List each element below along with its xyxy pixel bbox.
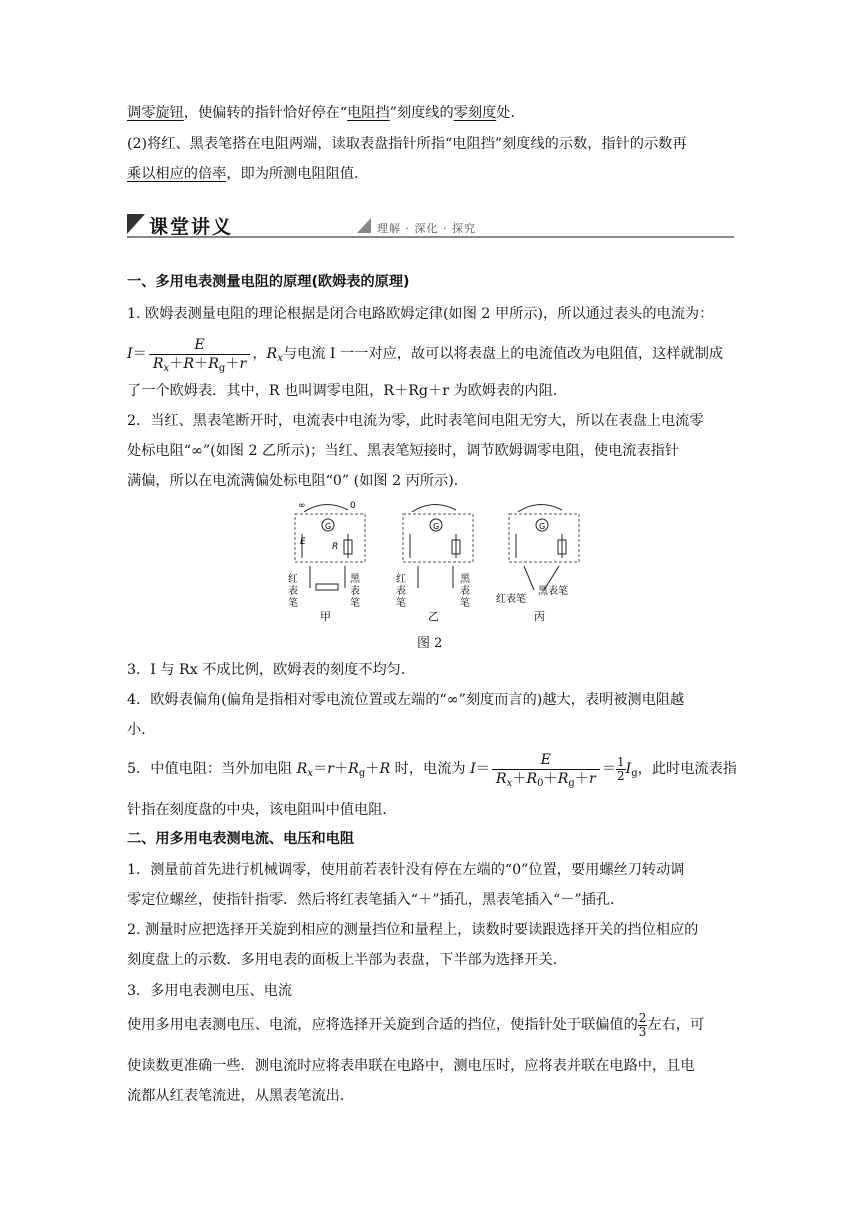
s2-p1-line2: 零定位螺丝，使指针指零．然后将红表笔插入“＋”插孔，黑表笔插入“－”插孔． [127, 892, 625, 908]
banner-triangle-icon [127, 214, 145, 234]
svg-text:笔: 笔 [396, 598, 406, 609]
s1-p5-line2: 针指在刻度盘的中央，该电阻叫中值电阻． [127, 802, 397, 818]
s1-p1-line2: I＝ $\frac{E}{R_x+R+R_g+r}$ ，$R_x$与电流 I 一一对应，故可以将表盘上的电流值改为电阻值，这样就制成 [127, 336, 724, 374]
svg-text:G: G [433, 522, 440, 531]
svg-text:红表笔: 红表笔 [496, 594, 526, 605]
s1-p2-line1: 2．当红、黑表笔断开时，电流表中电流为零，此时表笔间电阻无穷大，所以在表盘上电流零 [127, 413, 704, 429]
circuit-a [288, 501, 365, 623]
s2-p2-line2: 刻度盘上的示数．多用电表的面板上半部为表盘，下半部为选择开关. [127, 952, 558, 968]
s2-p3-line3: 流都从红表笔流进，从黑表笔流出. [127, 1088, 345, 1104]
s2-p2-line1: 2. 测量时应把选择开关旋到相应的测量挡位和量程上，读数时要读跟选择开关的挡位相应的 [127, 922, 699, 938]
svg-text:表: 表 [288, 586, 298, 597]
svg-text:表: 表 [350, 586, 360, 597]
svg-text:甲: 甲 [320, 610, 331, 623]
s1-p2-line2: 处标电阻“∞”(如图 2 乙所示)；当红、黑表笔短接时，调节欧姆调零电阻，使电流表指针 [127, 443, 680, 459]
circuit-b [396, 504, 473, 623]
banner-rule [127, 236, 734, 238]
section2-heading: 二、用多用电表测电流、电压和电阻 [127, 831, 355, 847]
svg-text:0: 0 [350, 501, 356, 511]
s2-p3-line1: 使用多用电表测电压、电流，应将选择开关旋到合适的挡位，使指针处于联偏值的 $\frac{2}{3}$ 左右，可 [127, 1010, 705, 1039]
s1-p1-line1: 1. 欧姆表测量电阻的理论根据是闭合电路欧姆定律(如图 2 甲所示)，所以通过表头的电流为： [127, 306, 714, 322]
svg-text:表: 表 [396, 586, 406, 597]
s1-p1-line3: 了一个欧姆表．其中，R 也叫调零电阻，R＋Rg＋r 为欧姆表的内阻． [127, 383, 567, 399]
svg-text:黑: 黑 [460, 574, 470, 585]
mid-resistance-fraction: $\frac{E}{R_x+R_0+R_g+r}$ [492, 751, 600, 788]
svg-text:黑表笔: 黑表笔 [538, 586, 568, 597]
svg-text:表: 表 [460, 586, 470, 597]
section1-heading: 一、多用电表测量电阻的原理(欧姆表的原理) [127, 274, 410, 290]
svg-text:红: 红 [396, 574, 406, 585]
ohm-formula-fraction: $\frac{E}{R_x+R+R_g+r}$ [149, 336, 251, 373]
svg-text:∞: ∞ [298, 501, 306, 511]
svg-text:笔: 笔 [460, 598, 470, 609]
s2-p3-head: 3．多用电表测电压、电流 [127, 983, 293, 999]
s2-p3-line2: 使读数更准确一些．测电流时应将表串联在电路中，测电压时，应将表并联在电路中，且电 [127, 1058, 695, 1074]
svg-text:乙: 乙 [428, 610, 439, 623]
svg-text:E: E [300, 537, 306, 547]
s1-p2-line3: 满偏，所以在电流满偏处标电阻“0” (如图 2 丙所示)． [127, 473, 468, 489]
circuit-c [496, 504, 579, 623]
banner-subtitle: 理解 · 深化 · 探究 [377, 222, 476, 235]
section-banner [127, 212, 734, 238]
svg-text:G: G [539, 522, 546, 531]
svg-text:红: 红 [288, 574, 298, 585]
svg-text:丙: 丙 [534, 610, 545, 623]
s1-p4-line1: 4．欧姆表偏角(偏角是指相对零电流位置或左端的“∞”刻度而言的)越大，表明被测电阻越 [127, 692, 685, 708]
intro-line-3: 乘以相应的倍率，即为所测电阻阻值. [127, 166, 359, 182]
svg-text:R: R [332, 542, 339, 552]
svg-text:黑: 黑 [350, 574, 360, 585]
banner-title: 课堂讲义 [149, 216, 234, 238]
term-zero-knob: 调零旋钮 [127, 105, 184, 121]
term-multiply-ratio: 乘以相应的倍率 [127, 166, 227, 182]
s1-p4-line2: 小． [127, 722, 156, 738]
s1-p5-line1: 5．中值电阻：当外加电阻 $R_x=r+R_g+R$ 时，电流为 I＝ $\frac{E}{R_x+R_0+R_g+r}$ ＝ $\frac{1}{2}$ $I_g$，此时电流表指 [127, 751, 737, 789]
banner-wedge-icon [357, 218, 371, 233]
intro-line-2: (2)将红、黑表笔搭在电阻两端，读取表盘指针所指“电阻挡”刻度线的示数，指针的示数再 [127, 136, 687, 152]
s1-p3: 3．I 与 Rx 不成比例，欧姆表的刻度不均匀． [127, 662, 416, 678]
svg-text:笔: 笔 [350, 598, 360, 609]
svg-text:G: G [325, 522, 332, 531]
half-fraction: $\frac{1}{2}$ [617, 754, 625, 783]
svg-text:笔: 笔 [288, 598, 298, 609]
intro-line-1: 调零旋钮，使偏转的指针恰好停在“电阻挡”刻度线的零刻度处. [127, 105, 515, 121]
s2-p1-line1: 1．测量前首先进行机械调零，使用前若表针没有停在左端的“0”位置，要用螺丝刀转动调 [127, 862, 685, 878]
term-zero-scale: 零刻度 [453, 105, 497, 121]
term-resistance-range: 电阻挡 [347, 105, 390, 121]
ohmmeter-figure [290, 498, 590, 632]
two-thirds-fraction: $\frac{2}{3}$ [638, 1010, 647, 1039]
figure-caption: 图 2 [417, 636, 443, 651]
